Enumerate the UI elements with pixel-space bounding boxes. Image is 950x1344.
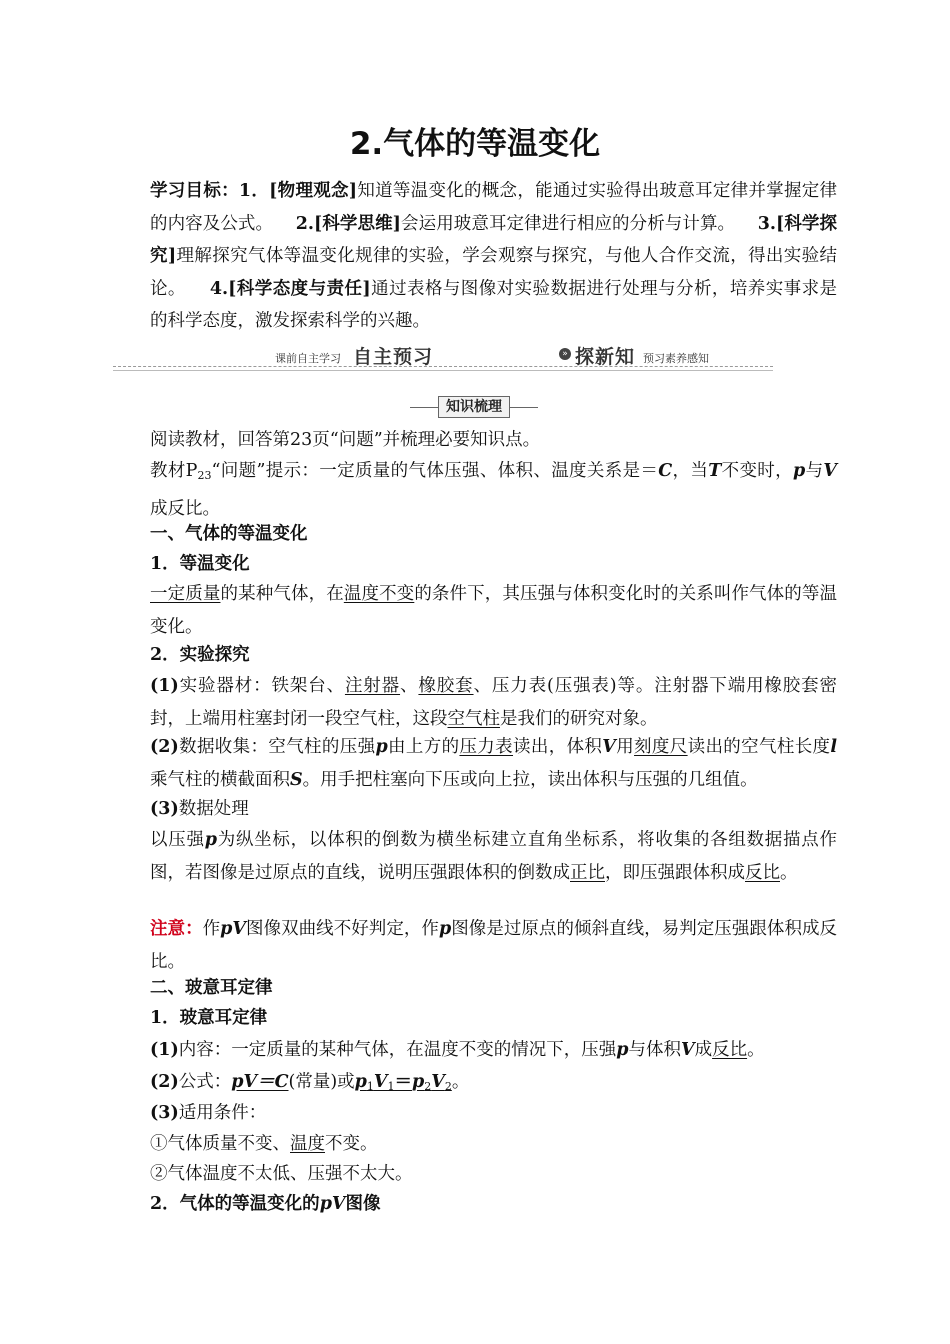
condition-item: ①气体质量不变、温度不变。: [150, 1134, 378, 1154]
banner-arrow-icon: »: [559, 348, 571, 360]
goal-tag: [科学态度与责任]: [228, 278, 371, 299]
subsection-heading: 1．等温变化: [150, 554, 250, 574]
note-label: 注意：: [150, 919, 203, 939]
law-content: (1)内容：一定质量的某种气体，在温度不变的情况下，压强p与体积V成反比。: [150, 1040, 765, 1060]
banner-left-caption: 课前自主学习: [275, 352, 341, 365]
knowledge-tag: [410, 396, 538, 418]
intro-hint: 教材$P_{23}“$问题”提示：一定质量的气体压强、体积、温度关系是＝C，当T不变时，p与V成反比。: [150, 461, 837, 519]
data-processing-heading: (3)数据处理: [150, 799, 249, 819]
banner-right-title: 探新知: [575, 346, 636, 368]
note-paragraph: 注意：作pV图像双曲线不好判定，作p图像是过原点的倾斜直线，易判定压强跟体积成反比。: [150, 919, 838, 972]
banner-rule: [113, 370, 773, 371]
subsection-heading: 1．玻意耳定律: [150, 1008, 268, 1028]
law-formula: (2)公式：pV＝C(常量)或$p_1V_1=p_2V_2$。: [150, 1072, 470, 1093]
banner-right-caption: 预习素养感知: [643, 352, 709, 365]
section-heading: 一、气体的等温变化: [150, 524, 308, 544]
goal-tag: [科学思维]: [313, 213, 401, 234]
learning-goals: 学习目标：1．[物理观念]知道等温变化的概念，能通过实验得出玻意耳定律并掌握定律的内容及公式。 2.[科学思维]会运用玻意耳定律进行相应的分析与计算。 3.[科学探究]理解探究气体等温变化规律的实验，学会观察与探究，与他人合作交流，得出实验结论。 4.[科学态度与责任]通过表格与图像对实验数据进行处理与分析，培养实事求是的科学态度，激发探索科学的兴趣。: [150, 181, 838, 331]
experiment-equipment: (1)实验器材：铁架台、注射器、橡胶套、压力表(压强表)等。注射器下端用橡胶套密封，上端用柱塞封闭一段空气柱，这段空气柱是我们的研究对象。: [150, 676, 838, 729]
goal-tag: [物理观念]: [269, 181, 358, 201]
data-processing-text: 以压强p为纵坐标，以体积的倒数为横坐标建立直角坐标系，将收集的各组数据描点作图，若图像是过原点的直线，说明压强跟体积的倒数成正比，即压强跟体积成反比。: [150, 830, 838, 883]
intro-read: 阅读教材，回答第23页“问题”并梳理必要知识点。: [150, 430, 541, 450]
knowledge-tag-label: 知识梳理: [438, 396, 510, 418]
goal-tag: [科学探究]: [150, 213, 838, 266]
definition-paragraph: 一定质量的某种气体，在温度不变的条件下，其压强与体积变化时的关系叫作气体的等温变化。: [150, 584, 838, 637]
banner-left-title: 自主预习: [353, 346, 434, 368]
law-conditions-heading: (3)适用条件：: [150, 1103, 267, 1123]
condition-item: ②气体温度不太低、压强不太大。: [150, 1164, 413, 1184]
subsection-heading: 2．气体的等温变化的pV图像: [150, 1194, 381, 1214]
banner-rule: [113, 366, 773, 367]
page-title: 2.气体的等温变化: [349, 126, 601, 162]
section-heading: 二、玻意耳定律: [150, 978, 273, 998]
data-collection: (2)数据收集：空气柱的压强p由上方的压力表读出，体积V用刻度尺读出的空气柱长度l乘气柱的横截面积S。用手把柱塞向下压或向上拉，读出体积与压强的几组值。: [150, 737, 838, 790]
subsection-heading: 2．实验探究: [150, 645, 250, 665]
section-banner: [113, 340, 773, 374]
